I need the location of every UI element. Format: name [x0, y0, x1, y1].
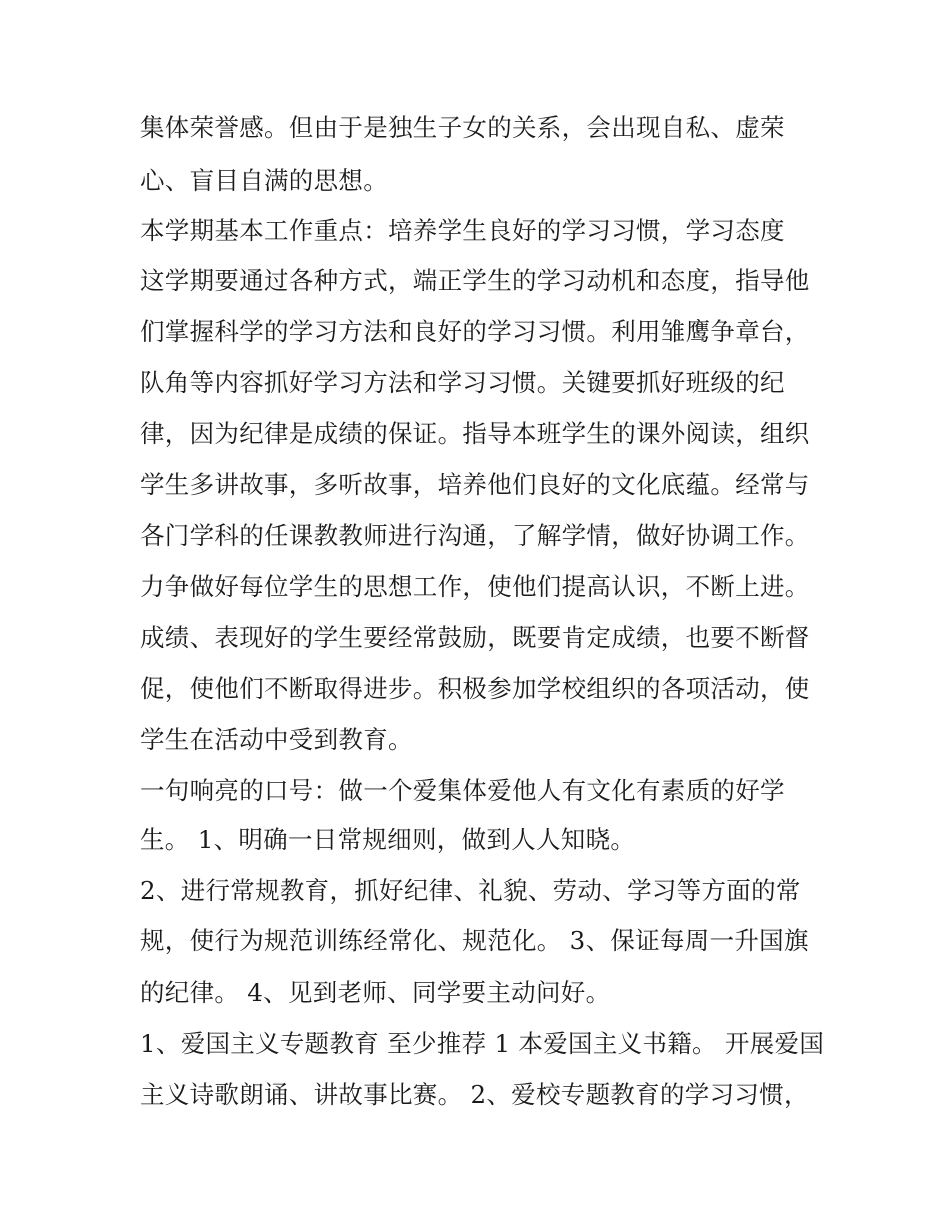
- text-line: 们掌握科学的学习方法和良好的学习习惯。利用雏鹰争章台，: [140, 317, 810, 346]
- text-line: 律，因为纪律是成绩的保证。指导本班学生的课外阅读，组织: [140, 419, 810, 448]
- text-line: 一句响亮的口号：做一个爱集体爱他人有文化有素质的好学: [140, 776, 785, 805]
- text-line: 学生在活动中受到教育。: [140, 725, 413, 754]
- text-line: 本学期基本工作重点：培养学生良好的学习习惯，学习态度: [140, 216, 785, 245]
- text-line: 生。 1、明确一日常规细则，做到人人知晓。: [140, 825, 636, 854]
- text-line: 促，使他们不断取得进步。积极参加学校组织的各项活动，使: [140, 674, 810, 703]
- text-line: 集体荣誉感。但由于是独生子女的关系，会出现自私、虚荣: [140, 113, 785, 142]
- text-line: 学生多讲故事，多听故事，培养他们良好的文化底蕴。经常与: [140, 470, 810, 499]
- text-line: 1、爱国主义专题教育 至少推荐 1 本爱国主义书籍。 开展爱国: [140, 1029, 825, 1058]
- text-line: 各门学科的任课教教师进行沟通，了解学情，做好协调工作。: [140, 521, 810, 550]
- text-line: 成绩、表现好的学生要经常鼓励，既要肯定成绩，也要不断督: [140, 623, 810, 652]
- text-line: 2、进行常规教育，抓好纪律、礼貌、劳动、学习等方面的常: [140, 876, 801, 905]
- text-line: 规，使行为规范训练经常化、规范化。 3、保证每周一升国旗: [140, 926, 809, 955]
- text-line: 力争做好每位学生的思想工作，使他们提高认识，不断上进。: [140, 572, 810, 601]
- text-line: 心、盲目自满的思想。: [140, 166, 388, 195]
- text-line: 这学期要通过各种方式，端正学生的学习动机和态度，指导他: [140, 266, 810, 295]
- text-line: 队角等内容抓好学习方法和学习习惯。关键要抓好班级的纪: [140, 368, 785, 397]
- text-line: 主义诗歌朗诵、讲故事比赛。 2、爱校专题教育的学习习惯，: [140, 1080, 809, 1109]
- text-line: 的纪律。 4、见到老师、同学要主动问好。: [140, 978, 611, 1007]
